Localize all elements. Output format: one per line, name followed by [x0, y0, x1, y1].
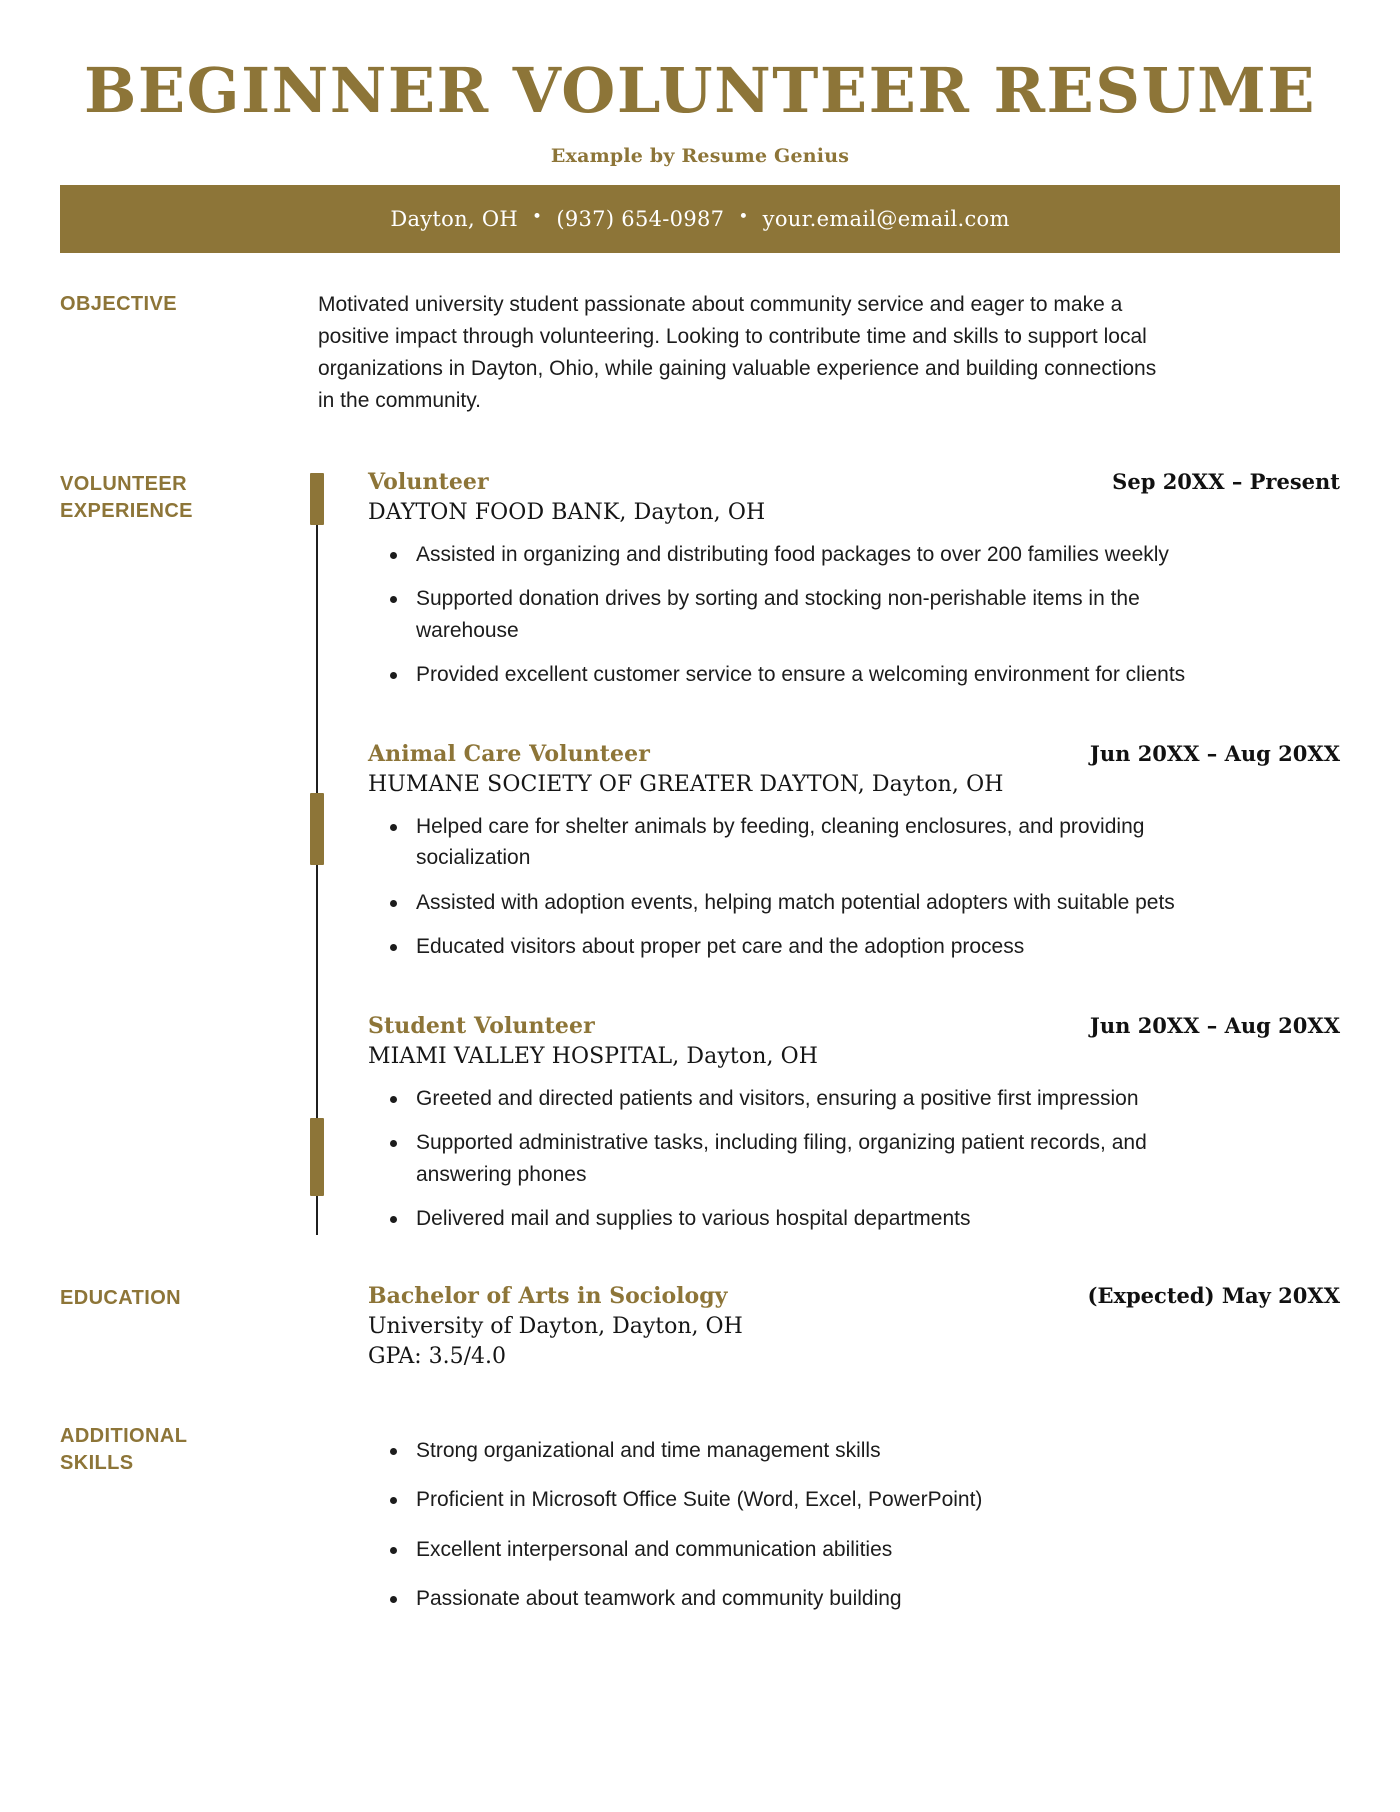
job-bullet: Delivered mail and supplies to various hospital departments: [368, 1203, 1208, 1235]
job-company: DAYTON FOOD BANK, Dayton, OH: [368, 499, 766, 525]
page-title: BEGINNER VOLUNTEER RESUME: [83, 54, 1317, 127]
job-bullet-list: [368, 1083, 1340, 1235]
skill-bullet: Passionate about teamwork and community building: [368, 1583, 1208, 1615]
experience-item-header: [368, 741, 1340, 767]
section-label-objective: OBJECTIVE: [60, 293, 177, 316]
experience-item-header: [368, 1013, 1340, 1039]
objective-text: Motivated university student passionate about community service and eager to make a positive impact through volunteering. Looking to contribute time and skills to support local organizations in Dayton, Ohio, while gaining valuable experience and building connections in the community.: [318, 293, 1157, 412]
education-degree: Bachelor of Arts in Sociology: [368, 1282, 728, 1309]
experience-item: [368, 741, 1340, 963]
contact-details: [390, 207, 1009, 231]
contact-bar: [60, 185, 1340, 253]
objective-body: [310, 289, 1340, 417]
skill-bullet: Strong organizational and time management skills: [368, 1435, 1208, 1467]
education-date: (Expected) May 20XX: [1087, 1282, 1340, 1308]
job-bullet-list: [368, 811, 1340, 963]
job-bullet: Assisted with adoption events, helping match potential adopters with suitable pets: [368, 887, 1208, 919]
job-title: Student Volunteer: [368, 1012, 595, 1039]
contact-email: your.email@email.com: [762, 207, 1010, 232]
education-school: University of Dayton, Dayton, OH: [368, 1313, 743, 1339]
job-company: MIAMI VALLEY HOSPITAL, Dayton, OH: [368, 1043, 819, 1069]
section-label-experience: [60, 469, 310, 1235]
section-label-education: EDUCATION: [60, 1286, 182, 1309]
skills-section: [0, 1421, 1400, 1633]
job-bullet: Assisted in organizing and distributing food packages to over 200 families weekly: [368, 539, 1208, 571]
timeline-rail: [310, 473, 324, 1235]
education-entry: [310, 1283, 1340, 1369]
job-bullet: Educated visitors about proper pet care and the adoption process: [368, 931, 1208, 963]
resume-header: [0, 0, 1400, 253]
job-date: Sep 20XX – Present: [1112, 468, 1340, 494]
contact-phone: (937) 654-0987: [556, 207, 725, 232]
job-date: Jun 20XX – Aug 20XX: [1089, 1012, 1340, 1038]
skills-bullet-list: [368, 1435, 1340, 1615]
skills-list-wrap: [310, 1435, 1340, 1615]
education-body: [310, 1283, 1340, 1369]
timeline-marker: [310, 473, 324, 525]
contact-location: Dayton, OH: [390, 207, 519, 232]
experience-item: [368, 1013, 1340, 1235]
education-section: [0, 1283, 1400, 1369]
education-gpa: GPA: 3.5/4.0: [368, 1343, 507, 1369]
section-label-skills: [60, 1421, 310, 1633]
job-bullet-list: [368, 539, 1340, 691]
skills-body: [310, 1421, 1340, 1633]
job-title: Animal Care Volunteer: [368, 740, 650, 767]
section-label-experience-line2: EXPERIENCE: [60, 499, 193, 522]
experience-item-header: [368, 469, 1340, 495]
timeline-marker: [310, 793, 324, 865]
experience-timeline-wrap: [310, 469, 1340, 1235]
section-label-skills-line1: ADDITIONAL: [60, 1424, 188, 1447]
experience-body: [310, 469, 1340, 1235]
skill-bullet: Excellent interpersonal and communication abilities: [368, 1534, 1208, 1566]
contact-separator-icon: •: [532, 207, 543, 228]
job-bullet: Helped care for shelter animals by feeding, cleaning enclosures, and providing socialization: [368, 811, 1208, 874]
section-label-experience-line1: VOLUNTEER: [60, 472, 187, 495]
contact-separator-icon: •: [738, 207, 749, 228]
education-entry-header: [368, 1283, 1340, 1309]
job-date: Jun 20XX – Aug 20XX: [1089, 740, 1340, 766]
skill-bullet: Proficient in Microsoft Office Suite (Word, Excel, PowerPoint): [368, 1484, 1208, 1516]
objective-section: [0, 289, 1400, 417]
experience-section: [0, 469, 1400, 1235]
experience-item: [368, 469, 1340, 691]
job-bullet: Supported donation drives by sorting and stocking non-perishable items in the warehouse: [368, 583, 1208, 646]
job-company: HUMANE SOCIETY OF GREATER DAYTON, Dayton, OH: [368, 771, 1004, 797]
job-bullet: Greeted and directed patients and visitors, ensuring a positive first impression: [368, 1083, 1208, 1115]
job-bullet: Provided excellent customer service to ensure a welcoming environment for clients: [368, 659, 1208, 691]
timeline-marker: [310, 1118, 324, 1196]
job-title: Volunteer: [368, 468, 489, 495]
header-subtitle: Example by Resume Genius: [550, 145, 850, 168]
section-label-skills-line2: SKILLS: [60, 1451, 134, 1474]
job-bullet: Supported administrative tasks, including filing, organizing patient records, and answering phones: [368, 1127, 1208, 1190]
